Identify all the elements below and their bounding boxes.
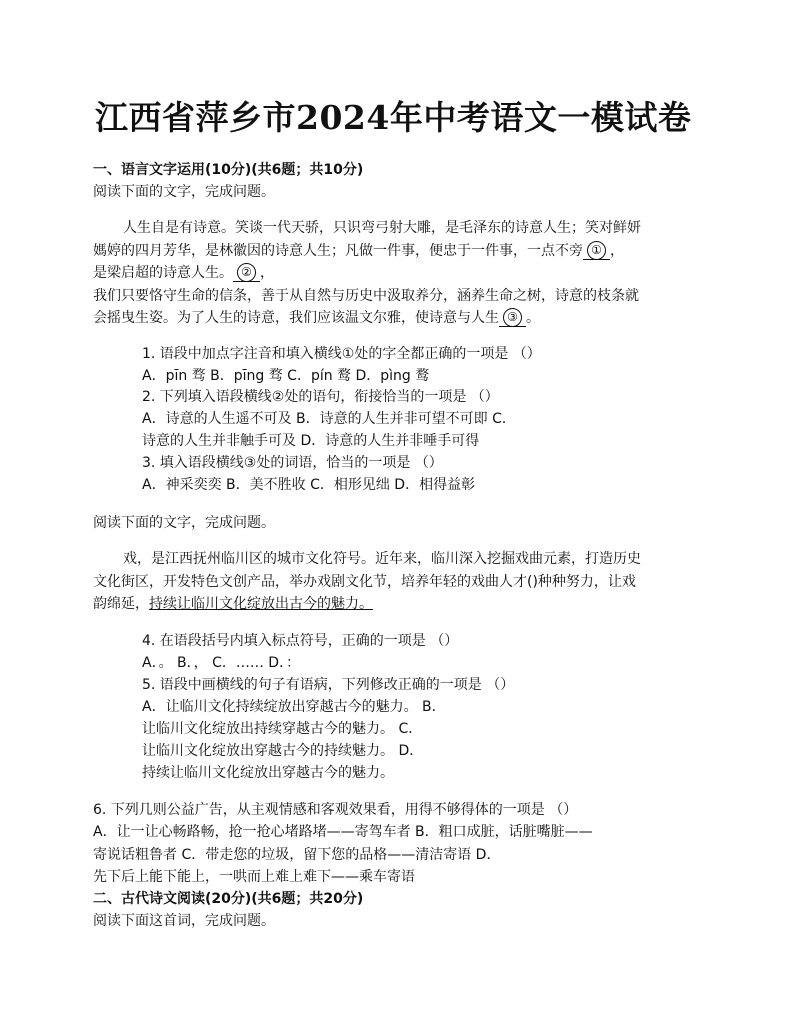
blank-marker-2: ②	[237, 263, 256, 282]
question-5-options: 让临川文化绽放出持续穿越古今的魅力。 C．	[142, 721, 423, 737]
question-2-options: A．诗意的人生遥不可及 B．诗意的人生并非可望不可即 C．	[142, 411, 516, 427]
section1-instruction: 阅读下面的文字，完成问题。	[93, 184, 275, 200]
question-6: 6. 下列几则公益广告，从主观情感和客观效果看，用得不够得体的一项是 （）	[93, 802, 578, 818]
passage1-text: ，	[610, 243, 624, 259]
passage1-line	[93, 263, 274, 283]
question-5-options: 持续让临川文化绽放出穿越古今的魅力。	[142, 765, 394, 781]
passage1-line	[93, 241, 624, 261]
passage2-line: 文化街区，开发特色文创产品，举办戏剧文化节，培养年轻的戏曲人才()种种努力，让戏	[93, 574, 636, 590]
question-2: 2. 下列填入语段横线②处的语句，衔接恰当的一项是 （）	[142, 389, 499, 405]
section1-instruction-2: 阅读下面的文字，完成问题。	[93, 515, 275, 531]
section2-instruction: 阅读下面这首词，完成问题。	[93, 913, 275, 929]
question-5-options: A．让临川文化持续绽放出穿越古今的魅力。 B．	[142, 699, 446, 715]
passage2-line: 戏，是江西抚州临川区的城市文化符号。近年来，临川深入挖掘戏曲元素，打造历史	[123, 551, 641, 567]
section1-heading: 一、语言文字运用(10分)(共6题；共10分)	[93, 162, 364, 178]
blank-marker-3: ③	[503, 308, 522, 327]
passage1-text: 媽婷的四月芳华，是林徽因的诗意人生；凡做一件事，便忠于一件事，一点不旁	[93, 243, 583, 259]
passage2-text: 韵绵延，	[93, 596, 149, 612]
blank-1	[583, 243, 610, 260]
question-2-options: 诗意的人生并非触手可及 D．诗意的人生并非唾手可得	[142, 433, 480, 449]
question-6-options: A．让一让心畅路畅，抢一抢心堵路堵——寄驾车者 B．粗口成脏，话脏嘴脏——	[93, 824, 593, 840]
question-1-options: A．pīn 骛 B．pīng 骛 C．pín 鹜 D．pìng 鹜	[142, 368, 430, 384]
section2-heading: 二、古代诗文阅读(20分)(共6题；共20分)	[93, 891, 364, 907]
passage1-line: 人生自是有诗意。笑谈一代天骄，只识弯弓射大雕，是毛泽东的诗意人生；笑对鲜妍	[123, 220, 641, 236]
blank-marker-1: ①	[587, 241, 606, 260]
question-5-options: 让临川文化绽放出穿越古今的持续魅力。 D．	[142, 743, 424, 759]
underlined-sentence: 持续让临川文化绽放出古今的魅力。	[149, 596, 373, 612]
question-4: 4. 在语段括号内填入标点符号，正确的一项是 （）	[142, 633, 459, 649]
passage1-text: 是梁启超的诗意人生。	[93, 265, 233, 281]
page-title: 江西省萍乡市2024年中考语文一模试卷	[95, 98, 692, 137]
question-1: 1. 语段中加点字注音和填入横线①处的字全都正确的一项是 （）	[142, 346, 541, 362]
passage1-text: 。	[526, 310, 540, 326]
question-4-options: A．。 B．， C．…… D．：	[142, 655, 301, 671]
passage1-text: ，	[260, 265, 274, 281]
passage1-text: 会摇曳生姿。为了人生的诗意，我们应该温文尔雅，使诗意与人生	[93, 310, 499, 326]
passage1-line: 我们只要恪守生命的信条，善于从自然与历史中汲取养分，涵养生命之树，诗意的枝条就	[93, 288, 639, 304]
blank-3	[499, 310, 526, 327]
question-3-options: A．神采奕奕 B．美不胜收 C．相形见绌 D．相得益彰	[142, 477, 476, 493]
blank-2	[233, 265, 260, 282]
passage2-line	[93, 594, 373, 614]
question-6-options: 寄说话粗鲁者 C．带走您的垃圾，留下您的品格——清洁寄语 D．	[93, 847, 501, 863]
question-6-options: 先下后上能下能上，一哄而上难上难下——乘车寄语	[93, 869, 415, 885]
question-5: 5. 语段中画横线的句子有语病，下列修改正确的一项是 （）	[142, 677, 515, 693]
question-3: 3. 填入语段横线③处的词语，恰当的一项是 （）	[142, 455, 443, 471]
passage1-line	[93, 308, 540, 328]
